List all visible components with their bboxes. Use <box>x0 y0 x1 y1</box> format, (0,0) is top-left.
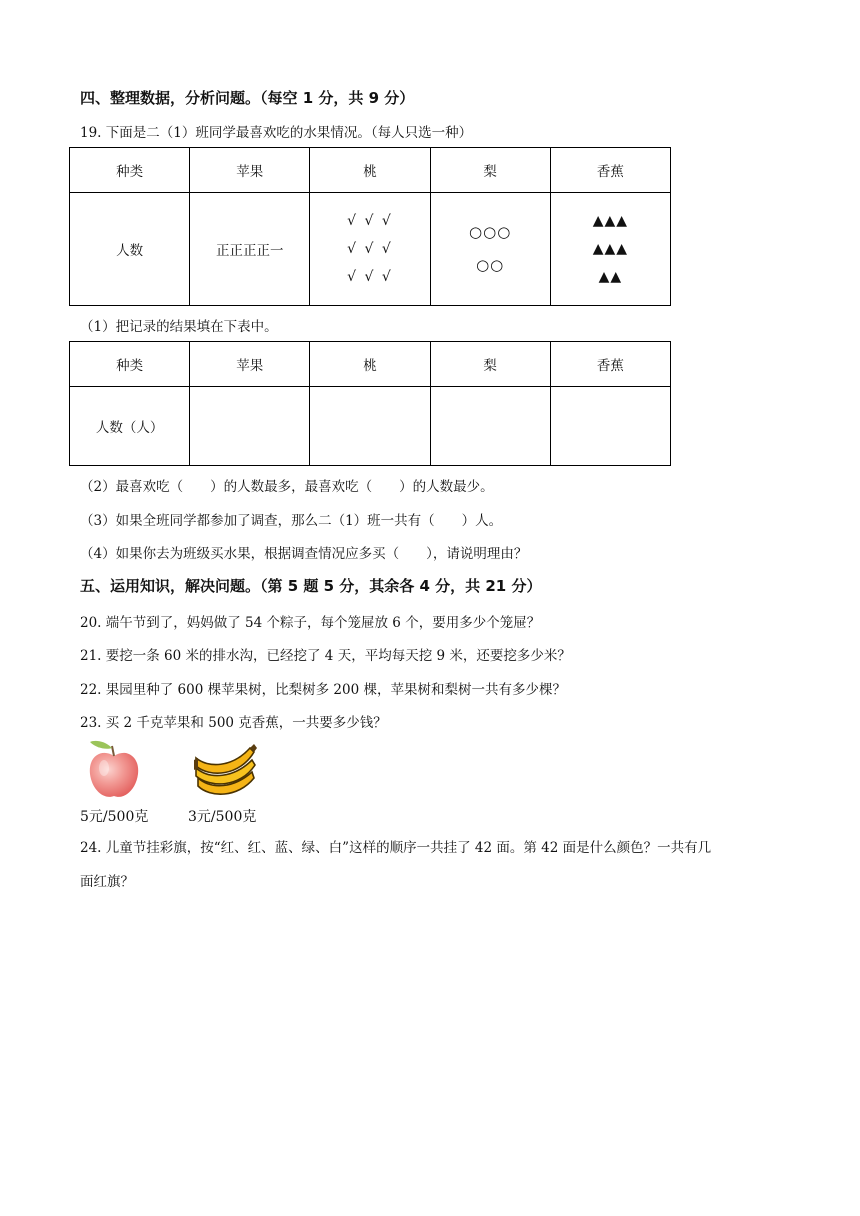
sub-question-2: （2）最喜欢吃（ ）的人数最多，最喜欢吃（ ）的人数最少。 <box>80 479 494 495</box>
banana-price: 3元/500克 <box>188 809 257 825</box>
sub-question-1: （1）把记录的结果填在下表中。 <box>80 319 278 335</box>
banana-row: ▲▲ <box>598 269 623 285</box>
table1-row-label: 人数 <box>70 193 190 306</box>
pear-row: ○○○ <box>469 223 512 241</box>
sub-question-4: （4）如果你去为班级买水果，根据调查情况应多买（ ），请说明理由？ <box>80 546 528 562</box>
pear-row: ○○ <box>476 256 505 274</box>
peach-row: √ √ √ <box>347 213 393 229</box>
answer-table <box>69 341 671 466</box>
table1-header-apple: 苹果 <box>190 148 310 193</box>
apple-image <box>84 738 144 802</box>
question-19-intro: 19. 下面是二（1）班同学最喜欢吃的水果情况。（每人只选一种） <box>80 125 473 141</box>
banana-image <box>192 742 258 798</box>
question-20: 20. 端午节到了，妈妈做了 54 个粽子，每个笼屉放 6 个，要用多少个笼屉？ <box>80 615 541 631</box>
apple-tally: 正正正正一 <box>190 193 310 306</box>
table2-header-apple: 苹果 <box>190 342 310 387</box>
banana-row: ▲▲▲ <box>592 213 629 229</box>
table2-header-peach: 桃 <box>310 342 430 387</box>
table2-header-type: 种类 <box>70 342 190 387</box>
table1-header-banana: 香蕉 <box>550 148 670 193</box>
question-21: 21. 要挖一条 60 米的排水沟，已经挖了 4 天，平均每天挖 9 米，还要挖多少米？ <box>80 648 571 664</box>
section-4-title: 四、整理数据，分析问题。（每空 1 分，共 9 分） <box>80 89 415 107</box>
pear-circles <box>430 193 550 306</box>
answer-cell-apple[interactable] <box>190 387 310 466</box>
apple-price: 5元/500克 <box>80 809 149 825</box>
tally-table <box>69 147 671 306</box>
answer-cell-pear[interactable] <box>430 387 550 466</box>
sub-question-3: （3）如果全班同学都参加了调查，那么二（1）班一共有（ ）人。 <box>80 513 503 529</box>
table1-header-type: 种类 <box>70 148 190 193</box>
banana-triangles <box>550 193 670 306</box>
question-22: 22. 果园里种了 600 棵苹果树，比梨树多 200 棵，苹果树和梨树一共有多少棵？ <box>80 682 566 698</box>
peach-row: √ √ √ <box>347 269 393 285</box>
banana-row: ▲▲▲ <box>592 241 629 257</box>
section-5-title: 五、运用知识，解决问题。（第 5 题 5 分，其余各 4 分，共 21 分） <box>80 577 542 595</box>
question-24-line-1: 24. 儿童节挂彩旗，按“红、红、蓝、绿、白”这样的顺序一共挂了 42 面。第 42 面是什么颜色？一共有几 <box>80 840 712 856</box>
question-23: 23. 买 2 千克苹果和 500 克香蕉，一共要多少钱？ <box>80 715 387 731</box>
table2-row-label: 人数（人） <box>70 387 190 466</box>
table1-header-peach: 桃 <box>310 148 430 193</box>
peach-row: √ √ √ <box>347 241 393 257</box>
table2-header-pear: 梨 <box>430 342 550 387</box>
table2-header-banana: 香蕉 <box>550 342 670 387</box>
peach-checkmarks <box>310 193 430 306</box>
question-24-line-2: 面红旗？ <box>80 874 134 890</box>
answer-cell-peach[interactable] <box>310 387 430 466</box>
table1-header-pear: 梨 <box>430 148 550 193</box>
answer-cell-banana[interactable] <box>550 387 670 466</box>
